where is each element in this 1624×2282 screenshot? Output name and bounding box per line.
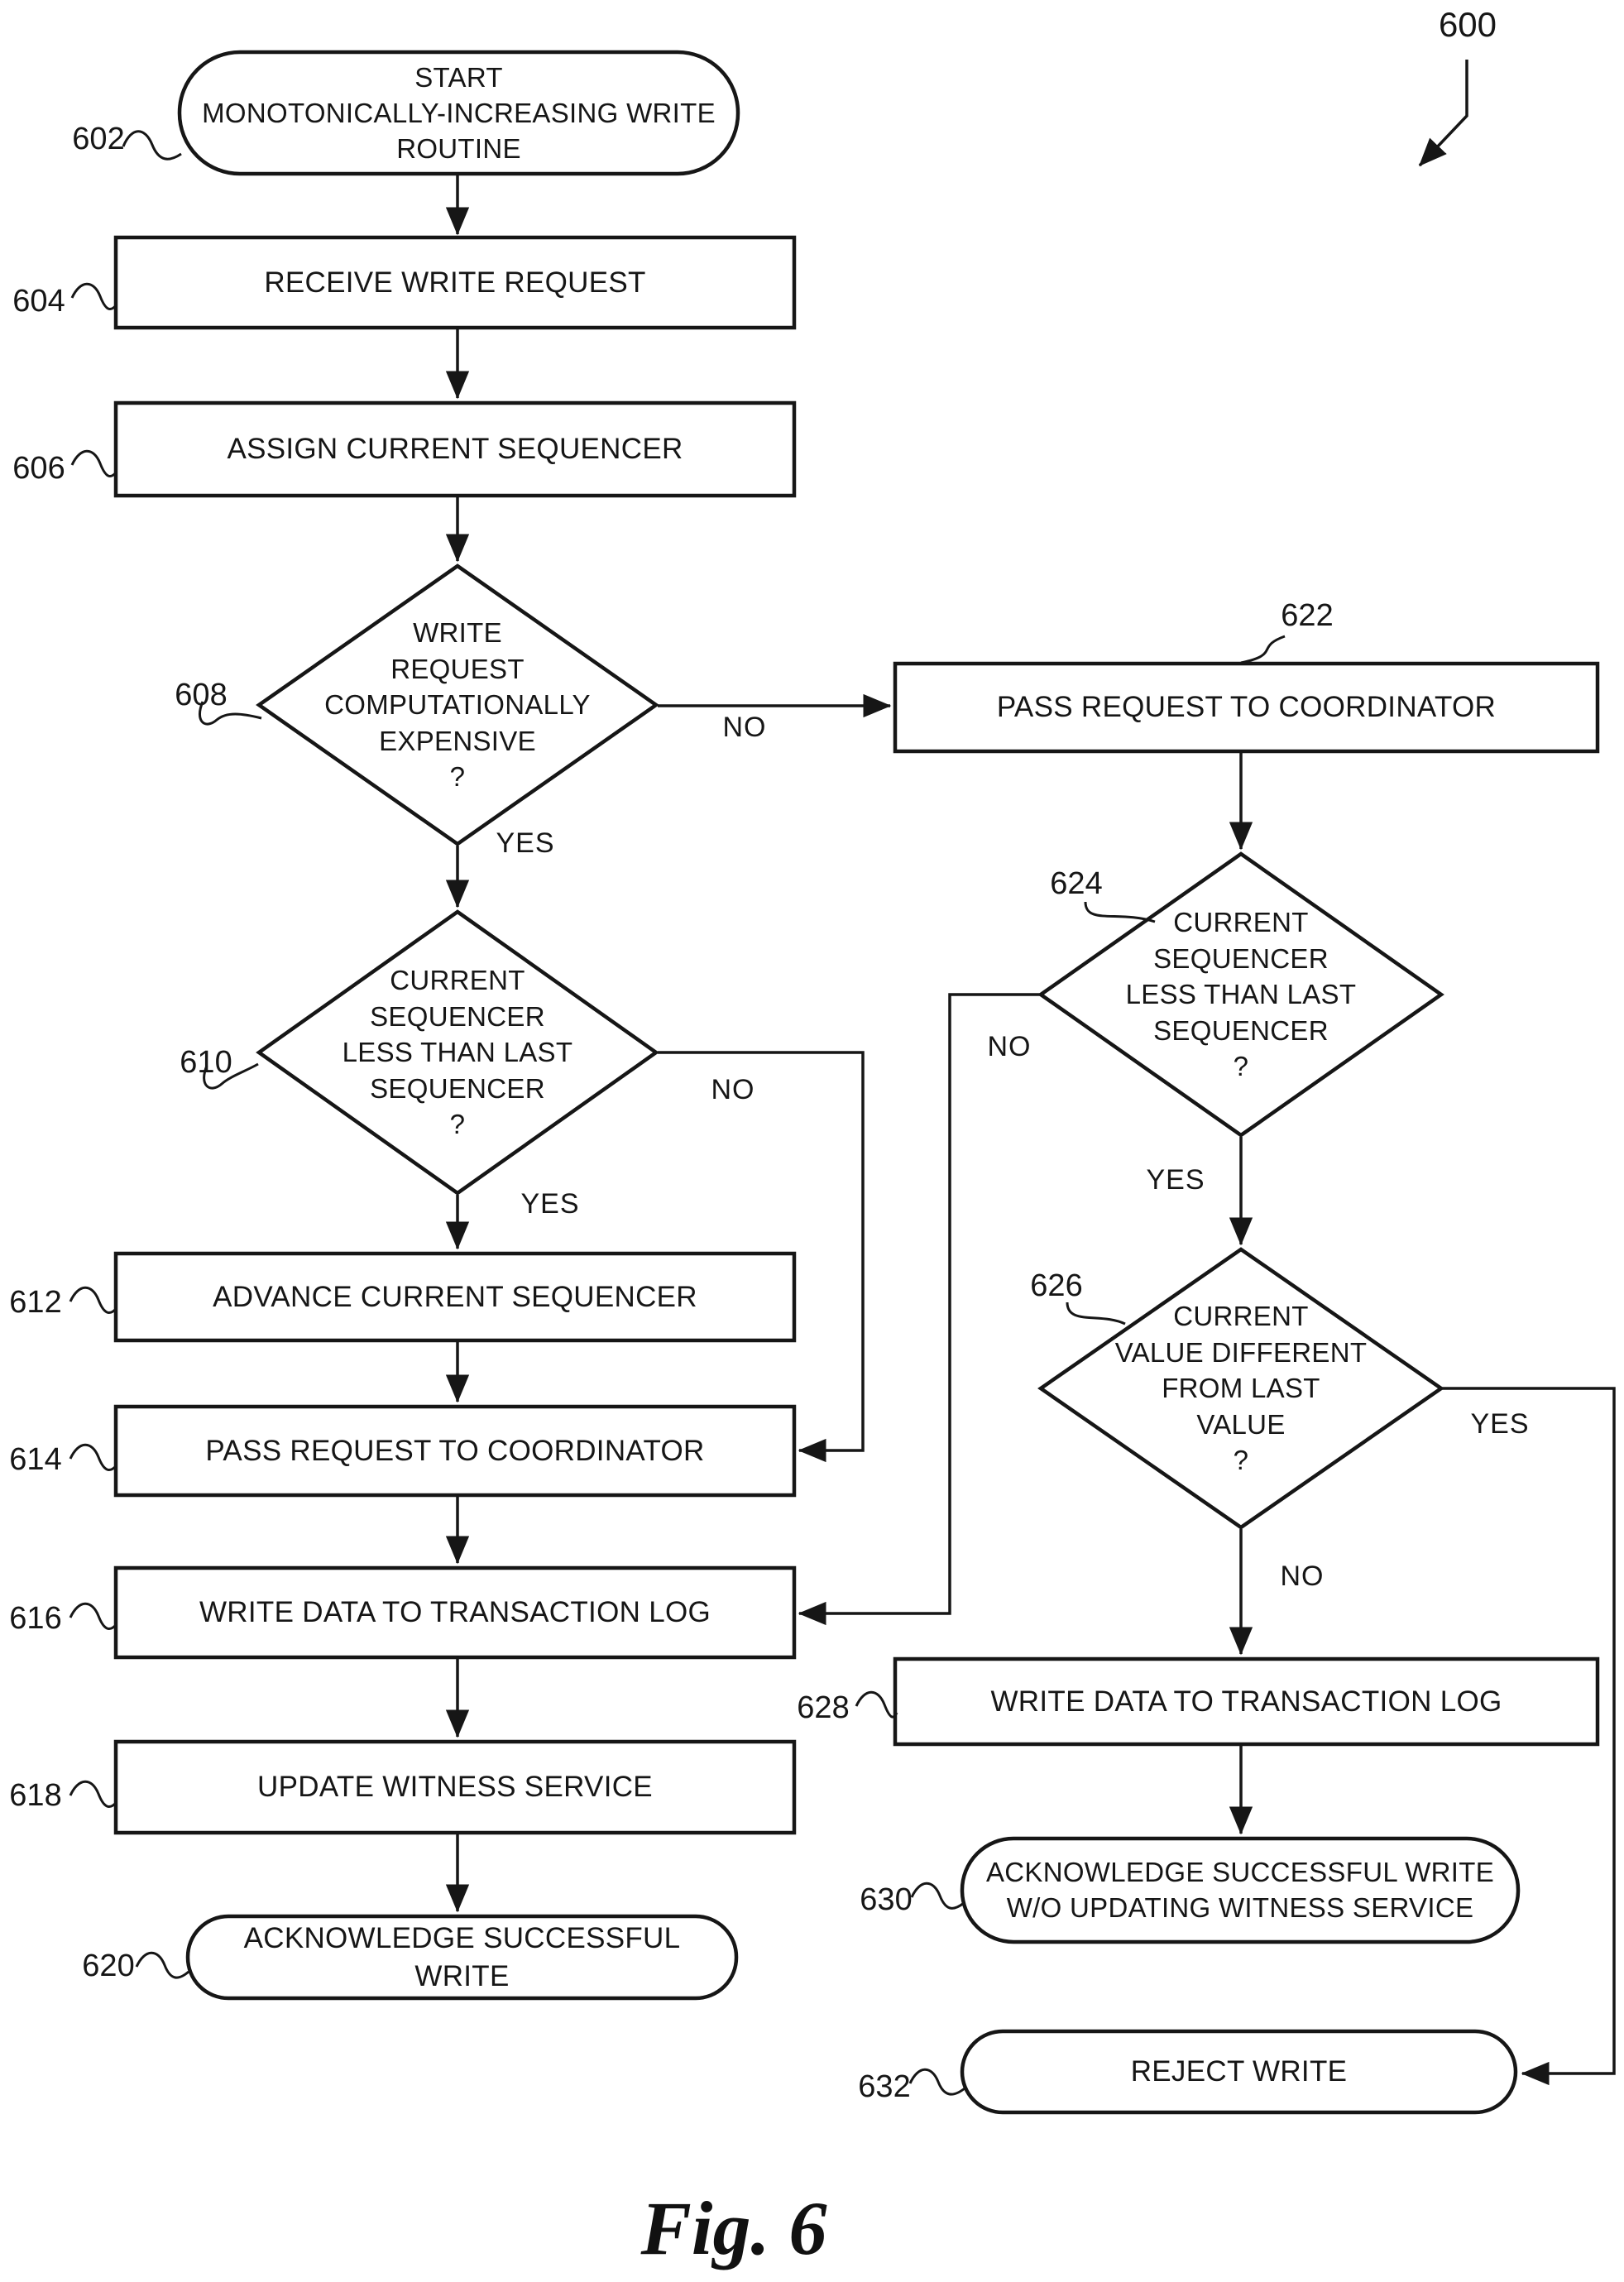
edge-label-610-yes: YES: [520, 1187, 580, 1220]
ref-614-leader: [70, 1445, 117, 1469]
edge-label-626-no: NO: [1280, 1560, 1325, 1592]
node-618-label: UPDATE WITNESS SERVICE: [257, 1771, 653, 1804]
edge-label-610-no: NO: [711, 1073, 755, 1105]
edge-label-608-yes: YES: [496, 827, 555, 859]
ref-622: 622: [1281, 597, 1334, 633]
node-610-label: CURRENT SEQUENCER LESS THAN LAST SEQUENCER ?: [342, 965, 573, 1140]
node-614-label: PASS REQUEST TO COORDINATOR: [205, 1434, 705, 1467]
ref-624: 624: [1050, 865, 1103, 901]
node-628-label: WRITE DATA TO TRANSACTION LOG: [990, 1685, 1502, 1718]
ref-632: 632: [858, 2069, 911, 2104]
node-630-label: ACKNOWLEDGE SUCCESSFUL WRITE W/O UPDATING WITNESS SERVICE: [985, 1856, 1495, 1923]
node-622-label: PASS REQUEST TO COORDINATOR: [996, 691, 1497, 724]
ref-604: 604: [12, 283, 65, 319]
figure-caption: Fig. 6: [640, 2185, 827, 2270]
node-606-label: ASSIGN CURRENT SEQUENCER: [227, 433, 683, 466]
edge-label-626-yes: YES: [1470, 1407, 1530, 1440]
ref-604-leader: [72, 284, 117, 309]
ref-616: 616: [9, 1600, 62, 1636]
ref-602-leader: [123, 132, 181, 159]
ref-622-leader: [1241, 636, 1285, 663]
ref-600: 600: [1438, 5, 1497, 44]
ref-628-leader: [856, 1692, 897, 1717]
edge-610-no-to-614: [658, 1052, 863, 1450]
edge-label-624-yes: YES: [1146, 1163, 1205, 1196]
edge-label-608-no: NO: [722, 711, 767, 743]
ref-616-leader: [70, 1604, 117, 1628]
edge-label-624-no: NO: [987, 1030, 1032, 1062]
node-612-label: ADVANCE CURRENT SEQUENCER: [213, 1280, 697, 1313]
diagram-600-pointer-arrow: [1420, 60, 1467, 165]
ref-630: 630: [860, 1882, 913, 1917]
ref-626: 626: [1030, 1268, 1083, 1303]
ref-610: 610: [180, 1044, 232, 1080]
ref-612-leader: [70, 1287, 117, 1312]
node-616-label: WRITE DATA TO TRANSACTION LOG: [199, 1596, 711, 1629]
ref-612: 612: [9, 1284, 62, 1320]
ref-632-leader: [910, 2069, 965, 2094]
ref-620: 620: [82, 1948, 135, 1983]
node-608-label: WRITE REQUEST COMPUTATIONALLY EXPENSIVE ?: [324, 617, 591, 793]
ref-606: 606: [12, 450, 65, 486]
node-620-label: ACKNOWLEDGE SUCCESSFUL WRITE: [243, 1922, 681, 1992]
ref-618: 618: [9, 1777, 62, 1813]
ref-602: 602: [72, 121, 125, 156]
ref-614: 614: [9, 1441, 62, 1477]
ref-620-leader: [137, 1953, 189, 1978]
ref-606-leader: [72, 451, 117, 476]
node-632-label: REJECT WRITE: [1130, 2055, 1348, 2088]
node-604-label: RECEIVE WRITE REQUEST: [264, 266, 646, 299]
node-626-label: CURRENT VALUE DIFFERENT FROM LAST VALUE ?: [1114, 1301, 1368, 1476]
ref-618-leader: [70, 1781, 117, 1806]
edge-624-no-to-616: [799, 995, 1041, 1613]
node-624-label: CURRENT SEQUENCER LESS THAN LAST SEQUENCER ?: [1125, 907, 1357, 1082]
ref-608: 608: [175, 677, 228, 712]
ref-628: 628: [797, 1690, 850, 1725]
ref-630-leader: [912, 1883, 964, 1908]
node-602-label: START MONOTONICALLY-INCREASING WRITE ROUTINE: [202, 62, 716, 164]
